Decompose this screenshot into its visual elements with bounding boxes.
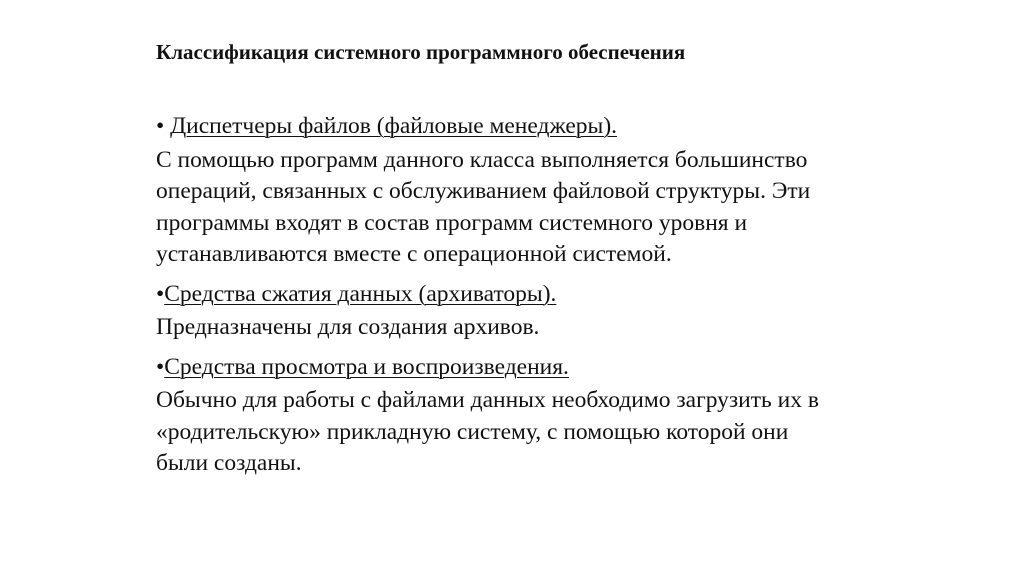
section-text-archivers [156,312,936,344]
section-text-viewers [156,385,936,480]
text-line: «родительскую» прикладную систему, с помощью которой они [156,418,789,445]
heading-text: Средства сжатия данных (архиваторы). [164,280,557,307]
bullet: • [156,280,165,307]
text-line: С помощью программ данного класса выполняется большинство [156,146,808,173]
slide-body [156,111,936,488]
text-line: программы входят в состав программ системного уровня и [156,209,748,236]
section-heading-file-managers [156,111,936,143]
text-line: Обычно для работы с файлами данных необходимо загрузить их в [156,387,819,413]
section-text-file-managers [156,145,936,271]
slide-title: Классификация системного программного обеспечения [156,40,686,64]
text-line: устанавливаются вместе с операционной системой. [156,241,672,267]
section-heading-archivers [156,279,936,311]
heading-text: Средства просмотра и воспроизведения. [164,353,569,380]
section-heading-viewers [156,352,936,384]
heading-text: Диспетчеры файлов (файловые менеджеры). [170,113,618,139]
bullet: • [156,113,171,139]
bullet: • [156,353,165,380]
text-line: были созданы. [156,450,302,476]
text-line: Предназначены для создания архивов. [156,314,540,340]
text-line: операций, связанных с обслуживанием файловой структуры. Эти [156,178,811,204]
